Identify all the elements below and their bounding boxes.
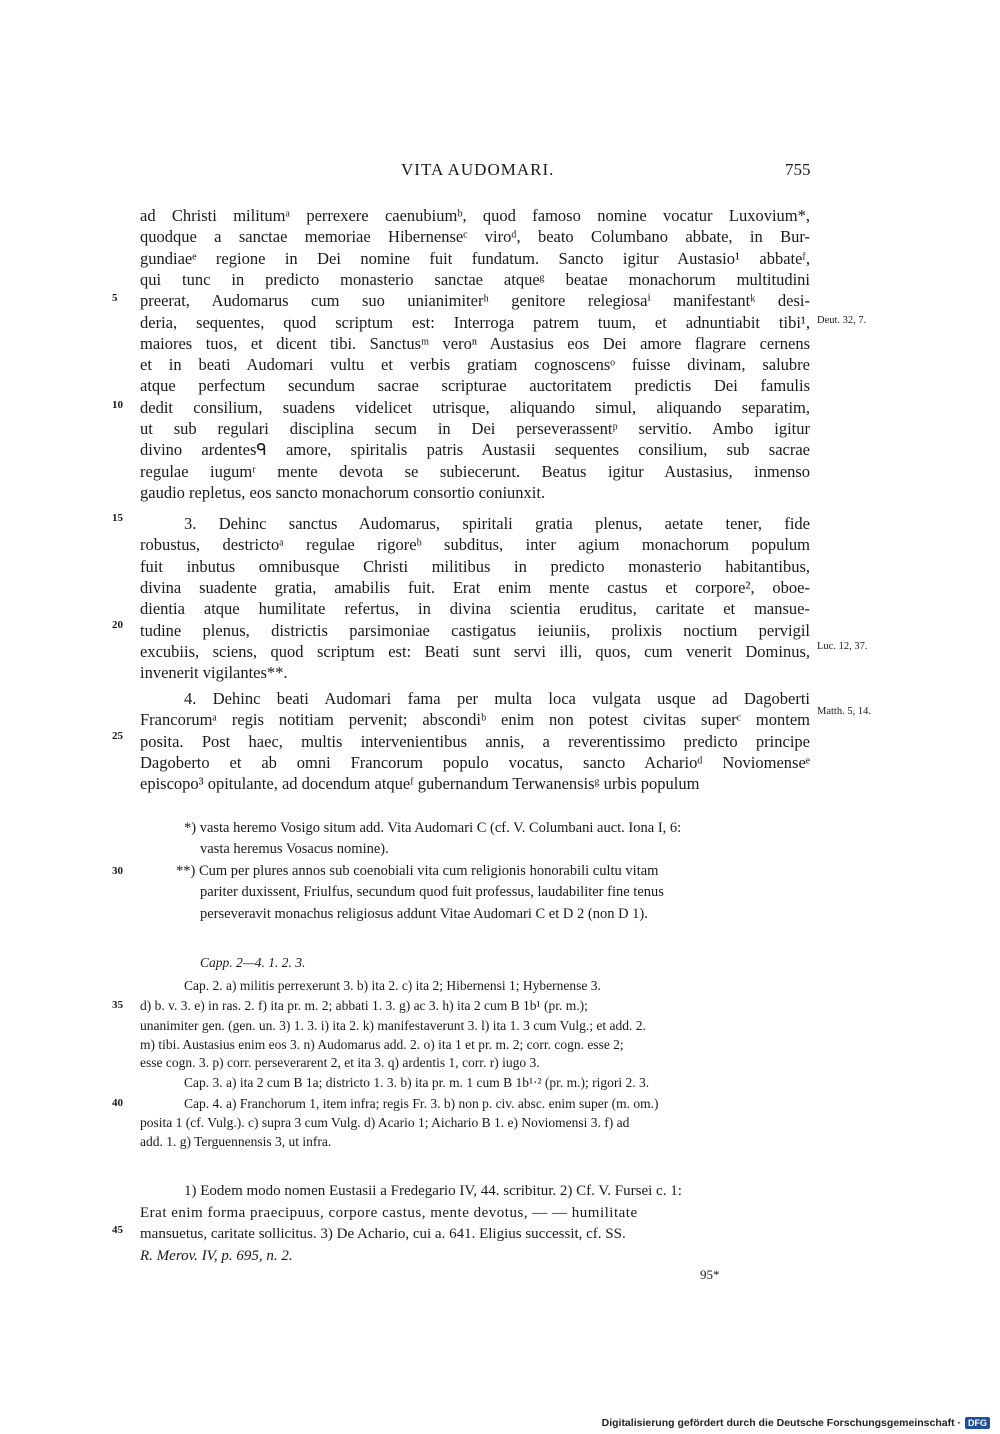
apparatus-line: d) b. v. 3. e) in ras. 2. f) ita pr. m. 2; abbati 1. 3. g) ac 3. h) ita 2 cum B 1b¹ (pr. m.); xyxy=(140,998,588,1013)
note-line: mansuetus, caritate sollicitus. 3) De Achario, cui a. 641. Eligius successit, cf. SS. xyxy=(140,1226,626,1242)
margin-ref-deut: Deut. 32, 7. xyxy=(817,315,867,326)
text-line: deria, sequentes, quod scriptum est: Interroga patrem tuum, et adnuntiabit tibi¹, xyxy=(140,312,810,332)
text-line: preerat, Audomarus cum suo unianimiterʰ genitore relegiosaⁱ manifestantᵏ desi- xyxy=(140,291,810,311)
text-line: atque perfectum secundum sacrae scripturae auctoritatem predictis Dei famulis xyxy=(140,376,810,396)
footnote-star-line: **) Cum per plures annos sub coenobiali vita cum religionis honorabili cultu vitam xyxy=(176,863,659,879)
footnote-star-line: *) vasta heremo Vosigo situm add. Vita Audomari C (cf. V. Columbani auct. Iona I, 6: xyxy=(184,820,682,836)
line-number: 40 xyxy=(112,1097,123,1109)
text-line: posita. Post haec, multis intervenientibus annis, a reverentissimo predicto principe xyxy=(140,731,810,751)
text-line: 4. Dehinc beati Audomari fama per multa loca vulgata usque ad Dagoberti xyxy=(184,689,810,708)
apparatus-line: m) tibi. Austasius enim eos 3. n) Audomarus add. 2. o) ita 1 et pr. m. 2; corr. cogn. esse 2; xyxy=(140,1037,624,1052)
text-line: episcopo³ opitulante, ad docendum atqueᶠ gubernandum Terwanensisᵍ urbis populum xyxy=(140,774,700,794)
text-line: excubiis, sciens, quod scriptum est: Beati sunt servi illi, quos, cum venerit Dominus, xyxy=(140,641,810,661)
text-line: ad Christi militumᵃ perrexere caenubiumᵇ, quod famoso nomine vocatur Luxovium*, xyxy=(140,206,810,225)
text-line: qui tunc in predicto monasterio sanctae atqueᵍ beatae monachorum multitudini xyxy=(140,269,810,289)
text-line: Francorumᵃ regis notitiam pervenit; abscondiᵇ enim non potest civitas superᶜ montem xyxy=(140,710,810,730)
line-number: 15 xyxy=(112,512,123,524)
line-number: 25 xyxy=(112,730,123,742)
apparatus-line: esse cogn. 3. p) corr. perseverarent 2, et ita 3. q) ardentis 1, corr. r) iugo 3. xyxy=(140,1055,540,1070)
note-line: 1) Eodem modo nomen Eustasii a Fredegario IV, 44. scribitur. 2) Cf. V. Fursei c. 1: xyxy=(184,1183,682,1199)
text-line: quodque a sanctae memoriae Hibernenseᶜ viroᵈ, beato Columbano abbate, in Bur- xyxy=(140,227,810,247)
line-number: 30 xyxy=(112,865,123,877)
text-line: divina suadente gratia, amabilis fuit. Erat enim mente castus et corpore², oboe- xyxy=(140,577,810,597)
footnote-star-line: perseveravit monachus religiosus addunt Vitae Audomari C et D 2 (non D 1). xyxy=(200,906,648,922)
text-line: gaudio repletus, eos sancto monachorum consortio coniunxit. xyxy=(140,482,546,502)
apparatus-line: posita 1 (cf. Vulg.). c) supra 3 cum Vulg. d) Acario 1; Aichario B 1. e) Noviomensi 3. f) ad xyxy=(140,1115,630,1130)
apparatus-line: unanimiter gen. (gen. un. 3) 1. 3. i) ita 2. k) manifestaverunt 3. l) ita 1. 3 cum Vulg.; et add. 2. xyxy=(140,1018,646,1033)
credit-text: Digitalisierung gefördert durch die Deutsche Forschungsgemeinschaft · xyxy=(601,1417,961,1429)
text-line: fuit inbutus omnibusque Christi militibus in predicto monasterio habitantibus, xyxy=(140,556,810,576)
note-line: Erat enim forma praecipuus, corpore castus, mente devotus, — — humilitate xyxy=(140,1205,638,1221)
signature-mark: 95* xyxy=(700,1267,720,1282)
line-number: 10 xyxy=(112,399,123,411)
text-line: invenerit vigilantes**. xyxy=(140,663,288,683)
text-line: regulae iugumʳ mente devota se subiecerunt. Beatus igitur Austasius, inmenso xyxy=(140,461,810,481)
text-line: divino ardentesᑫ amore, spiritalis patris Austasii sequentes consilium, sub sacrae xyxy=(140,440,810,460)
text-line: maiores tuos, et dicent tibi. Sanctusᵐ veroⁿ Austasius eos Dei amore flagrare cernens xyxy=(140,333,810,353)
text-line: dedit consilium, suadens videlicet utrisque, aliquando simul, aliquando separatim, xyxy=(140,397,810,417)
page-number: 755 xyxy=(785,160,811,179)
apparatus-line: Cap. 2. a) militis perrexerunt 3. b) ita 2. c) ita 2; Hibernensi 1; Hybernense 3. xyxy=(184,978,601,993)
dfg-logo-icon: DFG xyxy=(965,1417,990,1429)
apparatus-line: Capp. 2—4. 1. 2. 3. xyxy=(200,955,306,970)
text-line: dientia atque humilitate refertus, in divina scientia eruditus, caritate et mansue- xyxy=(140,599,810,619)
apparatus-line: Cap. 3. a) ita 2 cum B 1a; districto 1. 3. b) ita pr. m. 1 cum B 1b¹·² (pr. m.); rigori 2. 3. xyxy=(184,1075,650,1090)
text-line: robustus, destrictoᵃ regulae rigoreᵇ subditus, inter agium monachorum populum xyxy=(140,535,810,555)
line-number: 5 xyxy=(112,292,118,304)
apparatus-line: add. 1. g) Terguennensis 3, ut infra. xyxy=(140,1134,332,1149)
apparatus-line: Cap. 4. a) Franchorum 1, item infra; regis Fr. 3. b) non p. civ. absc. enim super (m. om.) xyxy=(184,1096,659,1111)
note-line: R. Merov. IV, p. 695, n. 2. xyxy=(140,1248,293,1264)
text-line: ut sub regulari disciplina secum in Dei perseverassentᵖ servitio. Ambo igitur xyxy=(140,419,810,438)
text-line: Dagoberto et ab omni Francorum populo vocatus, sancto Acharioᵈ Noviomenseᵉ xyxy=(140,752,810,772)
margin-ref-luc: Luc. 12, 37. xyxy=(817,641,868,652)
text-line: 3. Dehinc sanctus Audomarus, spiritali gratia plenus, aetate tener, fide xyxy=(184,514,810,533)
line-number: 20 xyxy=(112,619,123,631)
text-line: gundiaeᵉ regione in Dei nomine fuit fundatum. Sancto igitur Austasio¹ abbateᶠ, xyxy=(140,248,810,268)
footnote-star-line: pariter duxissent, Friulfus, secundum quod fuit professus, laudabiliter fine tenus xyxy=(200,884,664,900)
line-number: 45 xyxy=(112,1224,123,1236)
running-title: VITA AUDOMARI. xyxy=(401,160,555,179)
text-line: et in beati Audomari vultu et verbis gratiam cognoscensᵒ fuisse divinam, salubre xyxy=(140,355,810,375)
digitization-credit xyxy=(602,1417,990,1429)
margin-ref-matth: Matth. 5, 14. xyxy=(817,706,871,717)
text-line: tudine plenus, districtis parsimoniae castigatus ieiuniis, prolixis noctium pervigil xyxy=(140,620,810,640)
line-number: 35 xyxy=(112,999,123,1011)
footnote-star-line: vasta heremus Vosacus nomine). xyxy=(200,841,389,857)
